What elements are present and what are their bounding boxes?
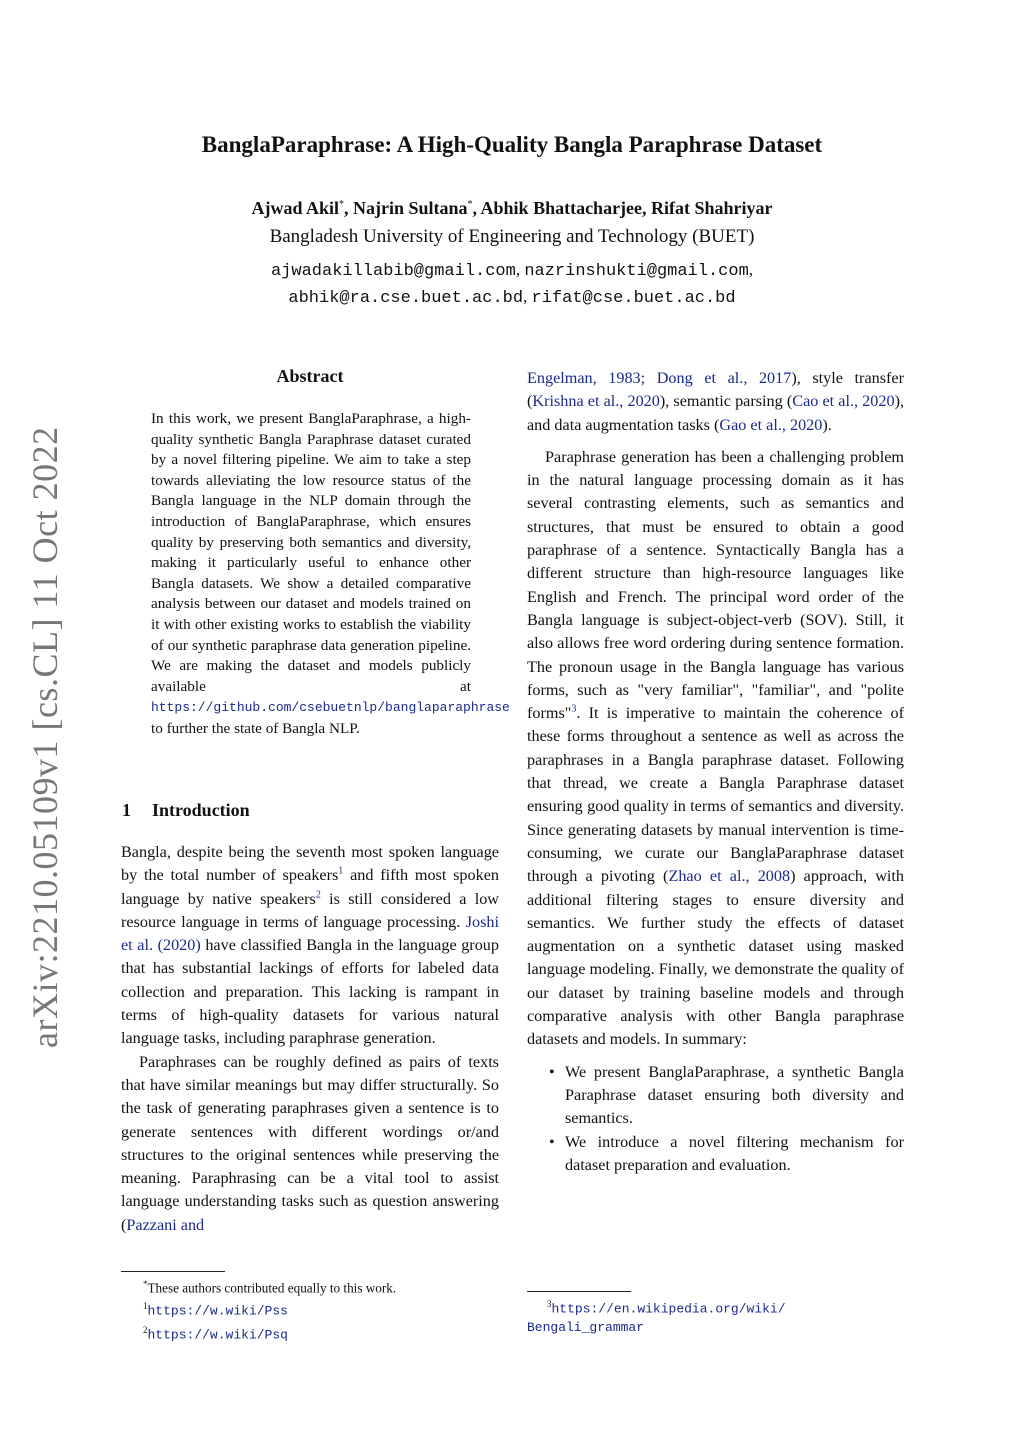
email-separator: , (748, 260, 754, 279)
email-link[interactable]: abhik@ra.cse.buet.ac.bd (288, 289, 524, 308)
equal-contribution-mark: * (338, 199, 344, 210)
author-name: Abhik Bhattacharjee (480, 198, 643, 218)
author-name: Ajwad Akil (251, 198, 339, 218)
footnote-url[interactable]: https://w.wiki/Psq (147, 1327, 288, 1343)
footnotes-left (121, 1275, 501, 1344)
paper-title: BanglaParaphrase: A High-Quality Bangla Paraphrase Dataset (201, 132, 823, 157)
bullet-icon: • (549, 1062, 555, 1081)
footnote: $^3$https://en.wikipedia.org/wiki/ (547, 1299, 786, 1317)
email-link[interactable]: ajwadakillabib@gmail.com (270, 262, 516, 281)
citation-link[interactable]: Zhao et al., 2008 (668, 867, 791, 886)
footnote-ref[interactable]: 1 (338, 865, 344, 877)
footnote: *These authors contributed equally to this work. (143, 1279, 397, 1296)
author-name: Rifat Shahriyar (651, 198, 773, 218)
footnote: $^2$https://w.wiki/Psq (143, 1324, 288, 1343)
abstract-text: In this work, we present BanglaParaphrase, a high-quality synthetic Bangla Paraphrase dataset curated by a novel filtering pipeline. We aim to take a step towards alleviating the low resource status of the Bangla language in the NLP domain through the introduction of BanglaParaphrase, which ensures quality by preserving both semantics and diversity, making it particularly useful to enhance other Bangla datasets. We show a detailed comparative analysis between our dataset and models trained on it with other existing works to establish the viability of our synthetic paraphrase data generation pipeline. We are making the dataset and models publicly available at (151, 410, 471, 695)
footnote-continuation (527, 1318, 907, 1337)
citation-link[interactable]: Engelman, 1983; Dong et al., 2017 (527, 369, 792, 387)
paragraph: Bangla, despite being the seventh most spoken language by the total number of speakers$^1$ and fifth most spoken language by native speakers$^2$ is still considered a low resource language in terms of language processing. Joshi et al. (2020) have classified Bangla in the language group that has substantial lackings of efforts for labeled data collection and preparation. This lacking is rampant in terms of high-quality datasets for various natural language tasks, including paraphrase generation. (121, 843, 499, 1048)
citation-link[interactable]: Joshi et al. (2020) (121, 912, 499, 955)
email-link[interactable]: rifat@cse.buet.ac.bd (531, 289, 736, 308)
contribution-list (527, 1061, 904, 1177)
paragraph: Engelman, 1983; Dong et al., 2017), style transfer (Krishna et al., 2020), semantic parsing (Cao et al., 2020), and data augmentation tasks (Gao et al., 2020). (527, 369, 904, 434)
footnote-rule (527, 1291, 631, 1292)
list-item: • We introduce a novel filtering mechanism for dataset preparation and evaluation. (549, 1132, 904, 1174)
paragraph: Paraphrases can be roughly defined as pairs of texts that have similar meanings but may differ structurally. So the task of generating paraphrases given a sentence is to generate sentences with different wordings or/and structures to the original sentences while preserving the meaning. Paraphrasing can be a vital tool to assist language understanding tasks such as question answering (Pazzani and (121, 1052, 499, 1234)
section-title: Introduction (152, 800, 250, 820)
footnote-rule (121, 1271, 225, 1272)
section-heading-introduction (122, 800, 250, 821)
email-link[interactable]: nazrinshukti@gmail.com (524, 262, 749, 281)
affiliation: Bangladesh University of Engineering and Technology (BUET) (269, 226, 755, 247)
footnote: $^1$https://w.wiki/Pss (143, 1301, 288, 1319)
citation-link[interactable]: Cao et al., 2020 (792, 392, 895, 411)
footnote-url[interactable]: https://w.wiki/Pss (147, 1303, 288, 1319)
author-emails (0, 257, 1024, 311)
github-link[interactable]: https://github.com/csebuetnlp/banglaparaphrase (151, 700, 510, 716)
abstract-heading: Abstract (276, 366, 344, 386)
footnote-ref[interactable]: 3 (571, 703, 577, 715)
equal-contribution-mark: * (467, 199, 473, 210)
author-separator: , (642, 198, 652, 218)
footnote-url[interactable]: https://en.wikipedia.org/wiki/ (551, 1301, 786, 1317)
citation-link[interactable]: Krishna et al., 2020 (532, 392, 660, 411)
paragraph: Paraphrase generation has been a challenging problem in the natural language processing domain as it has several contrasting elements, such as semantics and structures, that must be ensured to obtain a good paraphrase of a sentence. Syntactically Bangla has a different structure than high-resource languages like English and French. The principal word order of the Bangla language is subject-object-verb (SOV). Still, it also allows free word ordering during sentence formation. The pronoun usage in the Bangla language has various forms, such as "very familiar", "familiar", and "polite forms"$^3$. It is imperative to maintain the coherence of these forms throughout a sentence as well as across the paraphrases in a Bangla paraphrase dataset. Following that thread, we create a Bangla Paraphrase dataset ensuring good quality in terms of semantics and diversity. Since generating datasets by manual intervention is time-consuming, we curate our BanglaParaphrase dataset through a pivoting (Zhao et al., 2008) approach, with additional filtering stages to ensure diversity and semantics. We further study the effects of dataset augmentation on a synthetic dataset using masked language modeling. Finally, we demonstrate the quality of our dataset by training baseline models and through comparative analysis with other Bangla paraphrase datasets and models. In summary: (527, 447, 905, 1049)
right-column-body (527, 367, 904, 1177)
citation-link[interactable]: Gao et al., 2020 (719, 415, 823, 434)
footnote-ref[interactable]: 2 (315, 889, 321, 901)
email-separator: , (515, 260, 521, 279)
list-item: • We present BanglaParaphrase, a synthetic Bangla Paraphrase dataset ensuring both diversity and semantics. (549, 1062, 904, 1128)
abstract-body (151, 409, 510, 740)
author-list (0, 198, 1024, 219)
author-name: Najrin Sultana (352, 198, 468, 218)
author-separator: , (343, 198, 353, 218)
left-column-body (121, 841, 499, 1237)
author-separator: , (472, 198, 481, 218)
bullet-icon: • (549, 1132, 555, 1151)
citation-link[interactable]: Pazzani and (126, 1215, 205, 1234)
footnote-url[interactable]: Bengali_grammar (527, 1320, 645, 1336)
email-separator: , (523, 287, 528, 306)
section-number: 1 (122, 800, 131, 820)
abstract-tail: to further the state of Bangla NLP. (151, 719, 360, 737)
footnotes-right (527, 1295, 907, 1337)
arxiv-identifier: arXiv:2210.05109v1 [cs.CL] 11 Oct 2022 (25, 426, 65, 1048)
